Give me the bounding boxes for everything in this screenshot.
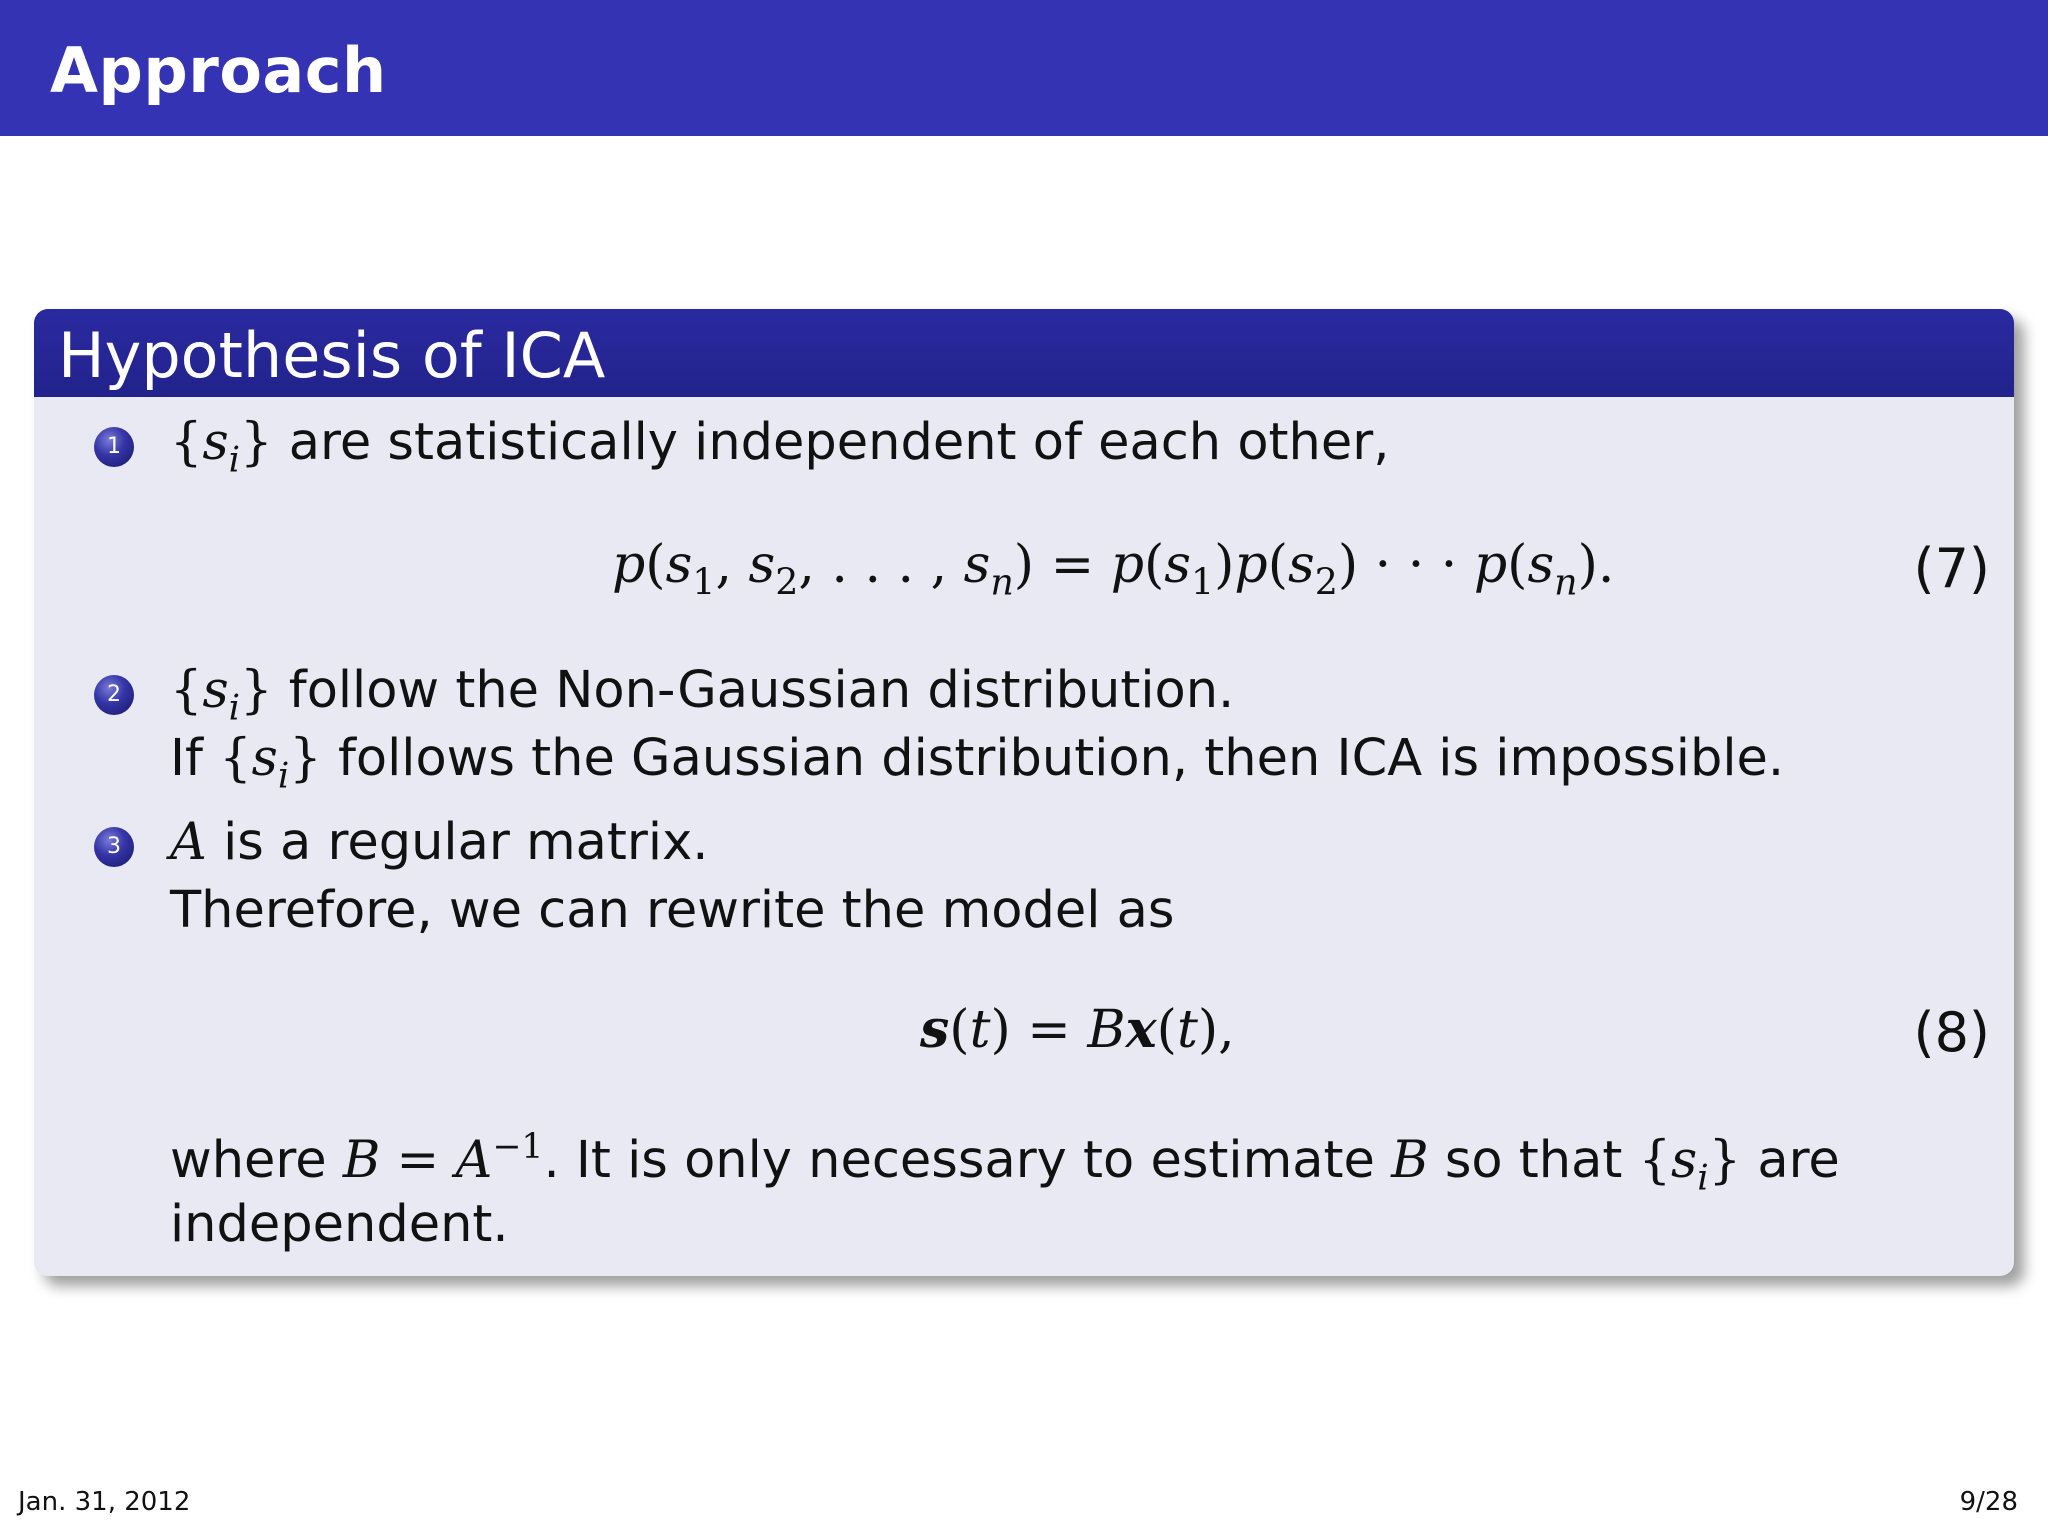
equation-8: s(t) = Bx(t), [920, 999, 1235, 1060]
enumerate-bullet-3: 3 [94, 827, 134, 867]
item-1-line [170, 413, 1389, 480]
equation-7: $p(s_1$, $s_2$, . . . , $s_n) = p(s_1)p(s_2)$ · · · $p(s_n)$. [612, 535, 1615, 604]
item-2-text: follow the Non-Gaussian distribution. [288, 661, 1235, 720]
math-si-set: $\{s_i\}$ [170, 661, 273, 729]
item-1-text: are statistically independent of each other, [288, 413, 1390, 472]
where-pre: where [170, 1131, 327, 1191]
block-header [34, 309, 2014, 397]
item-3-line [170, 813, 708, 872]
item-2-cont-pre: If [170, 729, 203, 788]
block-title: Hypothesis of ICA [58, 319, 606, 392]
math-B: B [1391, 1131, 1429, 1191]
item-2-line [170, 661, 1234, 728]
footer-date: Jan. 31, 2012 [18, 1487, 191, 1517]
where-mid2: so that [1444, 1131, 1623, 1191]
equation-8-number: (8) [1913, 1001, 1990, 1064]
enumerate-bullet-1: 1 [94, 427, 134, 467]
item-3-where-line [170, 1127, 1840, 1199]
where-post: are [1757, 1131, 1840, 1191]
equation-7-number: (7) [1913, 537, 1990, 600]
slide-title: Approach [50, 34, 387, 107]
item-3-text: is a regular matrix. [223, 813, 709, 872]
item-3-continuation: Therefore, we can rewrite the model as [170, 881, 1175, 940]
item-2-continuation [170, 729, 1784, 796]
math-A: A [170, 813, 207, 872]
math-si-set: $\{s_i\}$ [1638, 1131, 1742, 1199]
item-2-cont-post: follows the Gaussian distribution, then ICA is impossible. [337, 729, 1785, 788]
math-si-set: $\{s_i\}$ [170, 413, 273, 481]
footer-page-number: 9/28 [1959, 1487, 2018, 1517]
slide-header [0, 0, 2048, 136]
where-mid: . It is only necessary to estimate [543, 1131, 1375, 1191]
enumerate-bullet-2: 2 [94, 675, 134, 715]
math-si-set: $\{s_i\}$ [219, 729, 322, 797]
item-3-where-end: independent. [170, 1195, 509, 1254]
hypothesis-block [34, 309, 2014, 1276]
math-B-equals-A-inverse: $B = A^{-1}$ [342, 1127, 544, 1191]
